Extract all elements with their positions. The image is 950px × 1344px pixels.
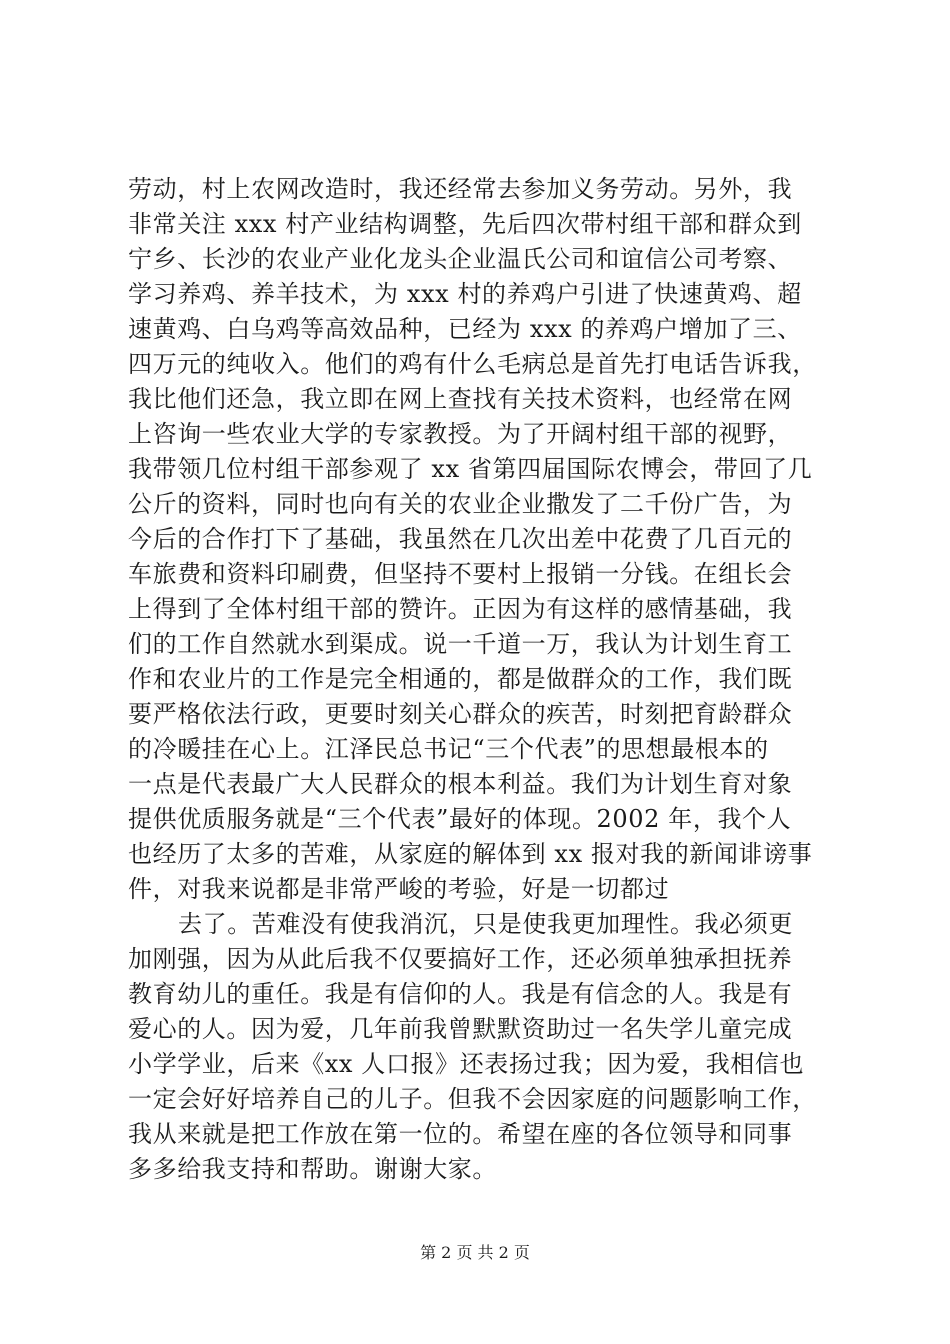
text-line: 我比他们还急，我立即在网上查找有关技术资料，也经常在网 xyxy=(128,385,793,413)
text-line: 教育幼儿的重任。我是有信仰的人。我是有信念的人。我是有 xyxy=(128,980,793,1008)
text-line: 公斤的资料，同时也向有关的农业企业撒发了二千份广告，为 xyxy=(128,490,793,518)
text-line: 宁乡、长沙的农业产业化龙头企业温氏公司和谊信公司考察、 xyxy=(128,245,793,273)
text-line: 上咨询一些农业大学的专家教授。为了开阔村组干部的视野， xyxy=(128,420,793,448)
text-line: 要严格依法行政，更要时刻关心群众的疾苦，时刻把育龄群众 xyxy=(128,700,793,728)
text-line: 提供优质服务就是“三个代表”最好的体现。2002 年，我个人 xyxy=(128,805,792,833)
text-line: 学习养鸡、养羊技术，为 xxx 村的养鸡户引进了快速黄鸡、超 xyxy=(128,280,802,308)
text-line: 多多给我支持和帮助。谢谢大家。 xyxy=(128,1155,497,1183)
text-line: 去了。苦难没有使我消沉，只是使我更加理性。我必须更 xyxy=(178,910,793,938)
text-line: 一定会好好培养自己的儿子。但我不会因家庭的问题影响工作， xyxy=(128,1085,817,1113)
paragraph xyxy=(128,907,828,1187)
text-line: 非常关注 xxx 村产业结构调整，先后四次带村组干部和群众到 xyxy=(128,210,802,238)
text-line: 加刚强，因为从此后我不仅要搞好工作，还必须单独承担抚养 xyxy=(128,945,793,973)
text-line: 速黄鸡、白乌鸡等高效品种，已经为 xxx 的养鸡户增加了三、 xyxy=(128,315,802,343)
text-line: 爱心的人。因为爱，几年前我曾默默资助过一名失学儿童完成 xyxy=(128,1015,793,1043)
text-line: 们的工作自然就水到渠成。说一千道一万，我认为计划生育工 xyxy=(128,630,793,658)
text-line: 的冷暖挂在心上。江泽民总书记“三个代表”的思想最根本的 xyxy=(128,735,769,763)
text-line: 我从来就是把工作放在第一位的。希望在座的各位领导和同事 xyxy=(128,1120,793,1148)
text-line: 劳动，村上农网改造时，我还经常去参加义务劳动。另外，我 xyxy=(128,175,793,203)
page-footer: 第 2 页 共 2 页 xyxy=(420,1243,530,1262)
text-line: 我带领几位村组干部参观了 xx 省第四届国际农博会，带回了几 xyxy=(128,455,813,483)
text-line: 作和农业片的工作是完全相通的，都是做群众的工作，我们既 xyxy=(128,665,793,693)
text-line: 上得到了全体村组干部的赞许。正因为有这样的感情基础，我 xyxy=(128,595,793,623)
text-line: 今后的合作打下了基础，我虽然在几次出差中花费了几百元的 xyxy=(128,525,793,553)
text-line: 车旅费和资料印刷费，但坚持不要村上报销一分钱。在组长会 xyxy=(128,560,793,588)
text-line: 一点是代表最广大人民群众的根本利益。我们为计划生育对象 xyxy=(128,770,793,798)
text-line: 小学学业，后来《xx 人口报》还表扬过我；因为爱，我相信也 xyxy=(128,1050,805,1078)
paragraph xyxy=(128,172,828,907)
text-line: 四万元的纯收入。他们的鸡有什么毛病总是首先打电话告诉我， xyxy=(128,350,817,378)
text-line: 也经历了太多的苦难，从家庭的解体到 xx 报对我的新闻诽谤事 xyxy=(128,840,813,868)
text-line: 件，对我来说都是非常严峻的考验，好是一切都过 xyxy=(128,875,670,903)
body-text xyxy=(128,172,828,1187)
